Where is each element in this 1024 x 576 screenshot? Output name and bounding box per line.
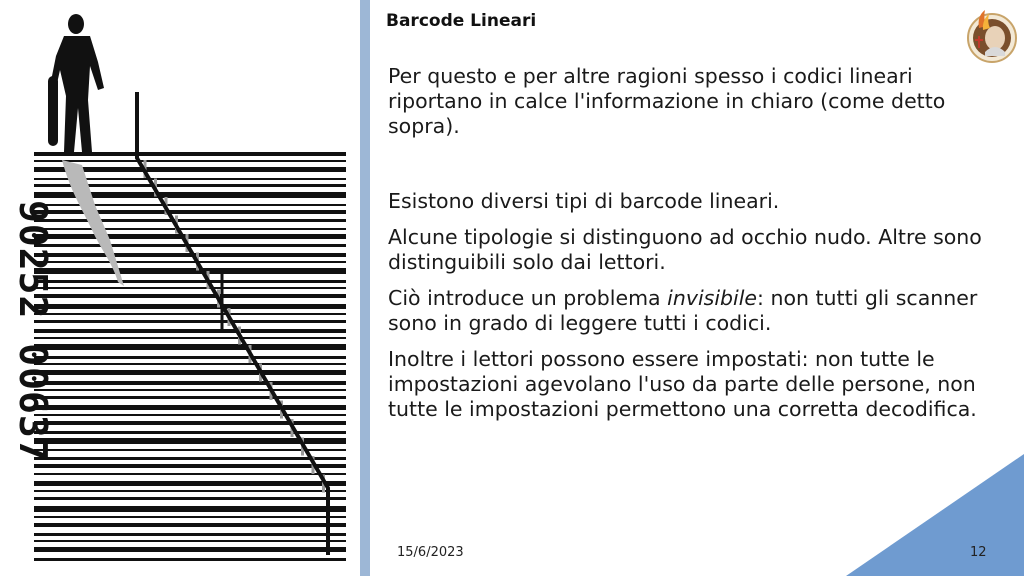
- barcode-bar: [34, 497, 346, 500]
- barcode-staircase-svg: [0, 0, 360, 576]
- barcode-bar: [34, 363, 346, 365]
- barcode-bar: [34, 490, 346, 492]
- barcode-bar: [34, 253, 346, 257]
- paragraph-plain-text-note: Per questo e per altre ragioni spesso i codici lineari riportano in calce l'informazione in chiaro (come detto sopra).: [388, 64, 946, 138]
- barcode-bar: [34, 457, 346, 460]
- barcode-bar: [34, 547, 346, 552]
- barcode-bar: [34, 329, 346, 333]
- barcode-bar: [34, 414, 346, 416]
- barcode-bar: [34, 234, 346, 239]
- barcode-bar: [34, 389, 346, 391]
- barcode-staircase-illustration: [0, 0, 360, 576]
- invisible-emphasis: invisibile: [667, 286, 758, 310]
- barcode-bar: [34, 506, 346, 512]
- barcode-bar: [34, 356, 346, 359]
- footer-date: 15/6/2023: [397, 545, 464, 560]
- barcode-bar: [34, 464, 346, 468]
- barcode-bar: [34, 219, 346, 222]
- institution-logo: [965, 6, 1019, 64]
- barcode-bar: [34, 261, 346, 263]
- barcode-bar: [34, 294, 346, 298]
- barcode-bar: [34, 473, 346, 475]
- barcode-bar: [34, 533, 346, 536]
- barcode-bar: [34, 449, 346, 451]
- paragraph-reader-settings: Inoltre i lettori possono essere impostati: non tutte le impostazioni agevolano l'uso da parte delle persone, non tutte le impostazioni permettono una corretta decodifica.: [388, 347, 977, 421]
- barcode-bar: [34, 160, 346, 162]
- barcode-bar: [34, 540, 346, 542]
- barcode-bar: [34, 304, 346, 309]
- barcode-bar: [34, 313, 346, 315]
- barcode-bar: [34, 405, 346, 410]
- paragraph-distinguishable: Alcune tipologie si distinguono ad occhio nudo. Altre sono distinguibili solo dai lettori.: [388, 225, 982, 274]
- barcode-bar: [34, 228, 346, 230]
- barcode-bar: [34, 337, 346, 339]
- barcode-bar: [34, 481, 346, 486]
- barcode-bar: [34, 268, 346, 274]
- barcode-bar: [34, 287, 346, 289]
- slide-divider-bar: [360, 0, 370, 576]
- barcode-bar: [34, 152, 346, 156]
- barcode-bar: [34, 396, 346, 399]
- slide-title: Barcode Lineari: [386, 11, 537, 31]
- corner-triangle-decoration: [846, 454, 1024, 576]
- paragraph-barcode-types: Esistono diversi tipi di barcode lineari.: [388, 189, 780, 213]
- barcode-bar: [34, 431, 346, 434]
- invisible-problem-after: : non tutti gli scanner sono in grado di leggere tutti i codici.: [388, 286, 978, 335]
- barcode-bar: [34, 516, 346, 518]
- barcode-bar: [34, 280, 346, 283]
- barcode-bar: [34, 370, 346, 375]
- invisible-problem-before: Ciò introduce un problema: [388, 286, 668, 310]
- barcode-bars: [34, 152, 346, 561]
- barcode-bar: [34, 210, 346, 214]
- barcode-bar: [34, 523, 346, 527]
- slide-body: [388, 64, 1013, 422]
- barcode-bar: [34, 381, 346, 385]
- barcode-digits: 90252 00637: [11, 200, 55, 463]
- paragraph-invisible-problem: [388, 286, 1013, 336]
- barcode-bar: [34, 558, 346, 561]
- footer-page-number: 12: [970, 545, 987, 560]
- barcode-bar: [34, 344, 346, 350]
- barcode-bar: [34, 320, 346, 323]
- person-silhouette: [48, 14, 104, 152]
- barcode-bar: [34, 421, 346, 425]
